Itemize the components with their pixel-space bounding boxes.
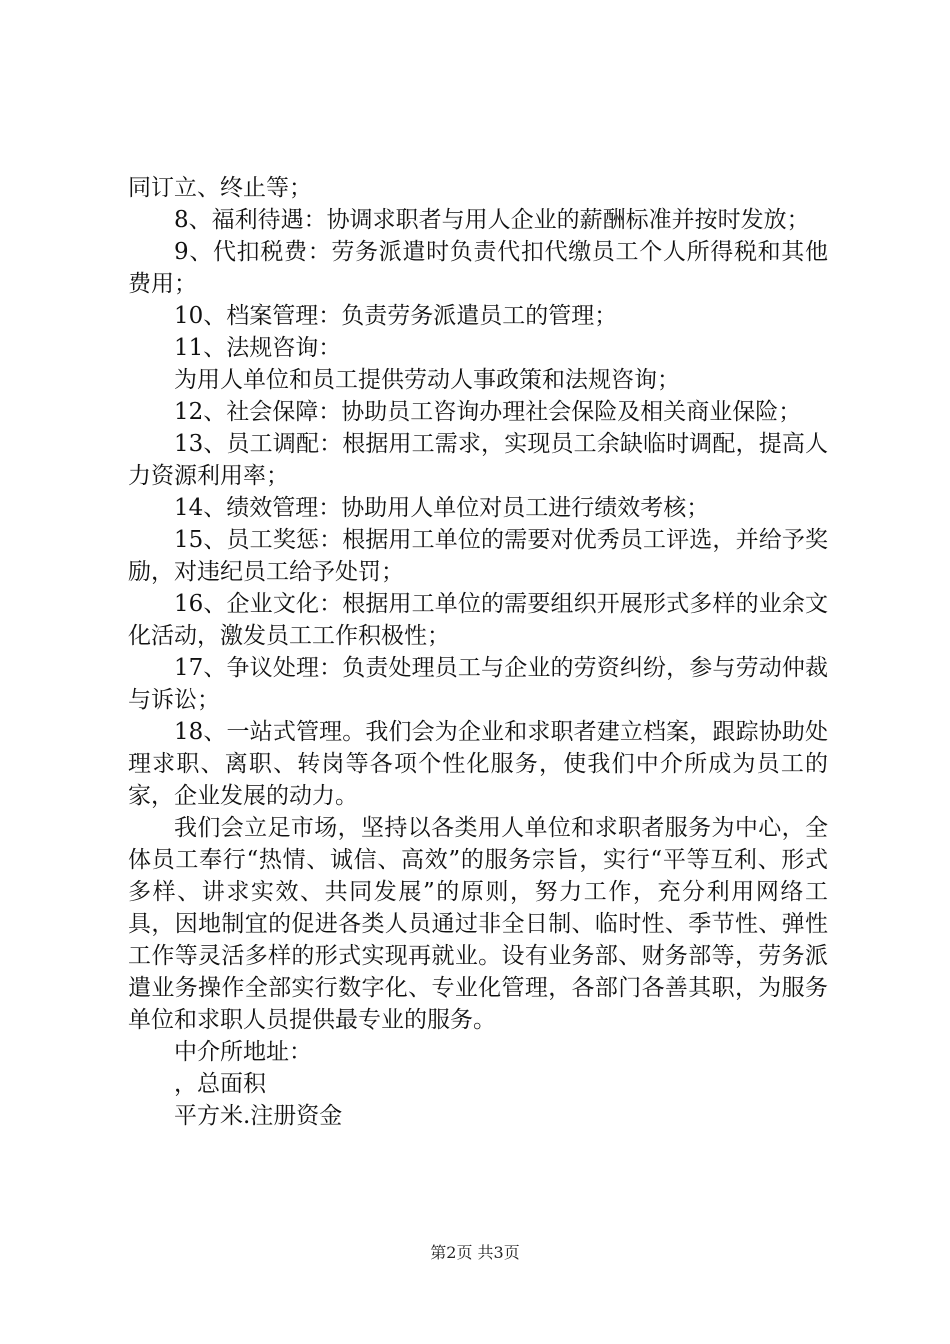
page-number-footer: 第2页 共3页 bbox=[430, 1243, 520, 1262]
paragraph: 平方米.注册资金 bbox=[174, 1103, 343, 1129]
paragraph: 17、争议处理：负责处理员工与企业的劳资纠纷，参与劳动仲裁与诉讼； bbox=[128, 655, 828, 713]
paragraph: 16、企业文化：根据用工单位的需要组织开展形式多样的业余文化活动，激发员工工作积极性； bbox=[128, 591, 828, 649]
document-body bbox=[128, 172, 828, 1132]
paragraph: ，总面积 bbox=[174, 1071, 266, 1097]
paragraph: 10、档案管理：负责劳务派遣员工的管理； bbox=[174, 303, 618, 329]
paragraph: 9、代扣税费：劳务派遣时负责代扣代缴员工个人所得税和其他费用； bbox=[128, 239, 828, 297]
paragraph: 中介所地址： bbox=[174, 1039, 312, 1065]
paragraph: 11、法规咨询： bbox=[174, 335, 342, 361]
paragraph: 13、员工调配：根据用工需求，实现员工余缺临时调配，提高人力资源利用率； bbox=[128, 431, 828, 489]
paragraph: 18、一站式管理。我们会为企业和求职者建立档案，跟踪协助处理求职、离职、转岗等各项个性化服务，使我们中介所成为员工的家，企业发展的动力。 bbox=[128, 719, 828, 809]
paragraph: 12、社会保障：协助员工咨询办理社会保险及相关商业保险； bbox=[174, 399, 802, 425]
paragraph: 同订立、终止等； bbox=[128, 175, 312, 201]
paragraph: 14、绩效管理：协助用人单位对员工进行绩效考核； bbox=[174, 495, 710, 521]
paragraph: 我们会立足市场，坚持以各类用人单位和求职者服务为中心，全体员工奉行“热情、诚信、高效”的服务宗旨，实行“平等互利、形式多样、讲求实效、共同发展”的原则，努力工作，充分利用网络工具，因地制宜的促进各类人员通过非全日制、临时性、季节性、弹性工作等灵活多样的形式实现再就业。设有业务部、财务部等，劳务派遣业务操作全部实行数字化、专业化管理，各部门各善其职，为服务单位和求职人员提供最专业的服务。 bbox=[128, 815, 828, 1033]
paragraph: 为用人单位和员工提供劳动人事政策和法规咨询； bbox=[174, 367, 680, 393]
paragraph: 15、员工奖惩：根据用工单位的需要对优秀员工评选，并给予奖励，对违纪员工给予处罚； bbox=[128, 527, 828, 585]
paragraph: 8、福利待遇：协调求职者与用人企业的薪酬标准并按时发放； bbox=[174, 207, 810, 233]
